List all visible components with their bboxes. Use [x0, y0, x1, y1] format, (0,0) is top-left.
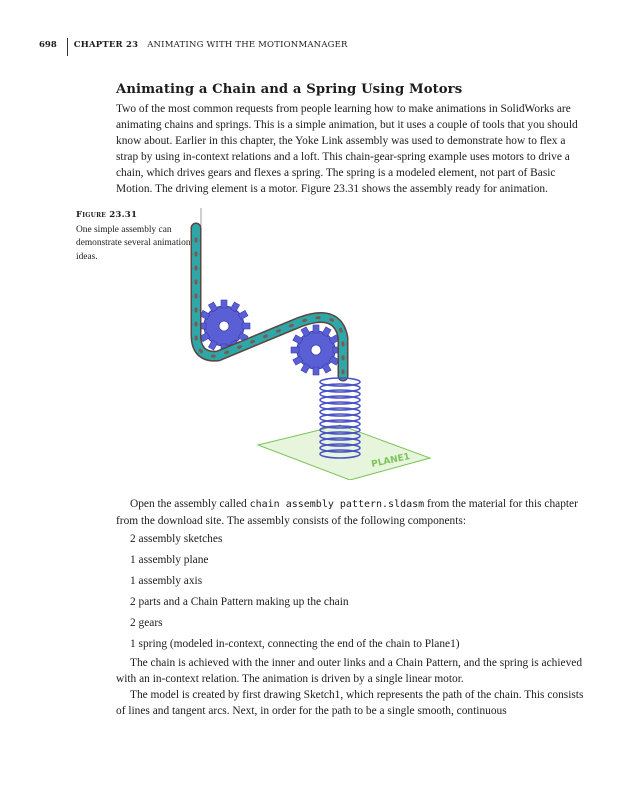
gear-right — [291, 325, 341, 375]
figure-caption-text: One simple assembly can demonstrate several animation ideas. — [76, 224, 191, 262]
chapter-label: CHAPTER 23 — [73, 40, 139, 50]
chapter-title: ANIMATING WITH THE MOTIONMANAGER — [147, 40, 348, 50]
list-item: 2 assembly sketches — [130, 533, 223, 545]
list-item: 1 assembly plane — [130, 554, 209, 566]
plane-label: PLANE1 — [370, 451, 412, 470]
list-item: 2 parts and a Chain Pattern making up the chain — [130, 596, 349, 608]
chain-spring-paragraph: The chain is achieved with the inner and outer links and a Chain Pattern, and the spring is achieved with an in-context relation. The animation is driven by a single linear motor. — [116, 657, 583, 685]
header-rule — [67, 38, 68, 56]
list-item: 1 spring (modeled in-context, connecting the end of the chain to Plane1) — [130, 638, 460, 650]
running-head — [39, 38, 348, 52]
components-intro-paragraph — [116, 496, 586, 529]
section-heading: Animating a Chain and a Spring Using Motors — [116, 82, 463, 97]
para1-after: from the material for this chapter from the download site. The assembly consists of the following components: — [116, 498, 578, 527]
intro-paragraph: Two of the most common requests from people learning how to make animations in SolidWorks are animating chains and springs. This is a simple animation, but it uses a couple of tools that you should know about. Earlier in this chapter, the Yoke Link assembly was used to demonstrate how to flex a strap by using in-context relations and a loft. This chain-gear-spring example uses motors to drive a chain, which drives gears and flexes a spring. The spring is a modeled element, not part of Basic Motion. The driving element is a motor. Figure 23.31 shows the assembly ready for animation. — [116, 103, 578, 195]
figure-label: Figure 23.31 — [76, 210, 138, 220]
list-item: 2 gears — [130, 617, 163, 629]
para1-before: Open the assembly called — [130, 498, 250, 510]
page-number: 698 — [39, 40, 57, 50]
components-list — [130, 531, 460, 657]
assembly-filename: chain assembly pattern.sldasm — [249, 499, 425, 510]
list-item: 1 assembly axis — [130, 575, 203, 587]
sketch-paragraph: The model is created by first drawing Sketch1, which represents the path of the chain. This consists of lines and tangent arcs. Next, in order for the path to be a single smooth, continuous — [116, 689, 584, 717]
chain-spring-figure — [170, 205, 450, 480]
